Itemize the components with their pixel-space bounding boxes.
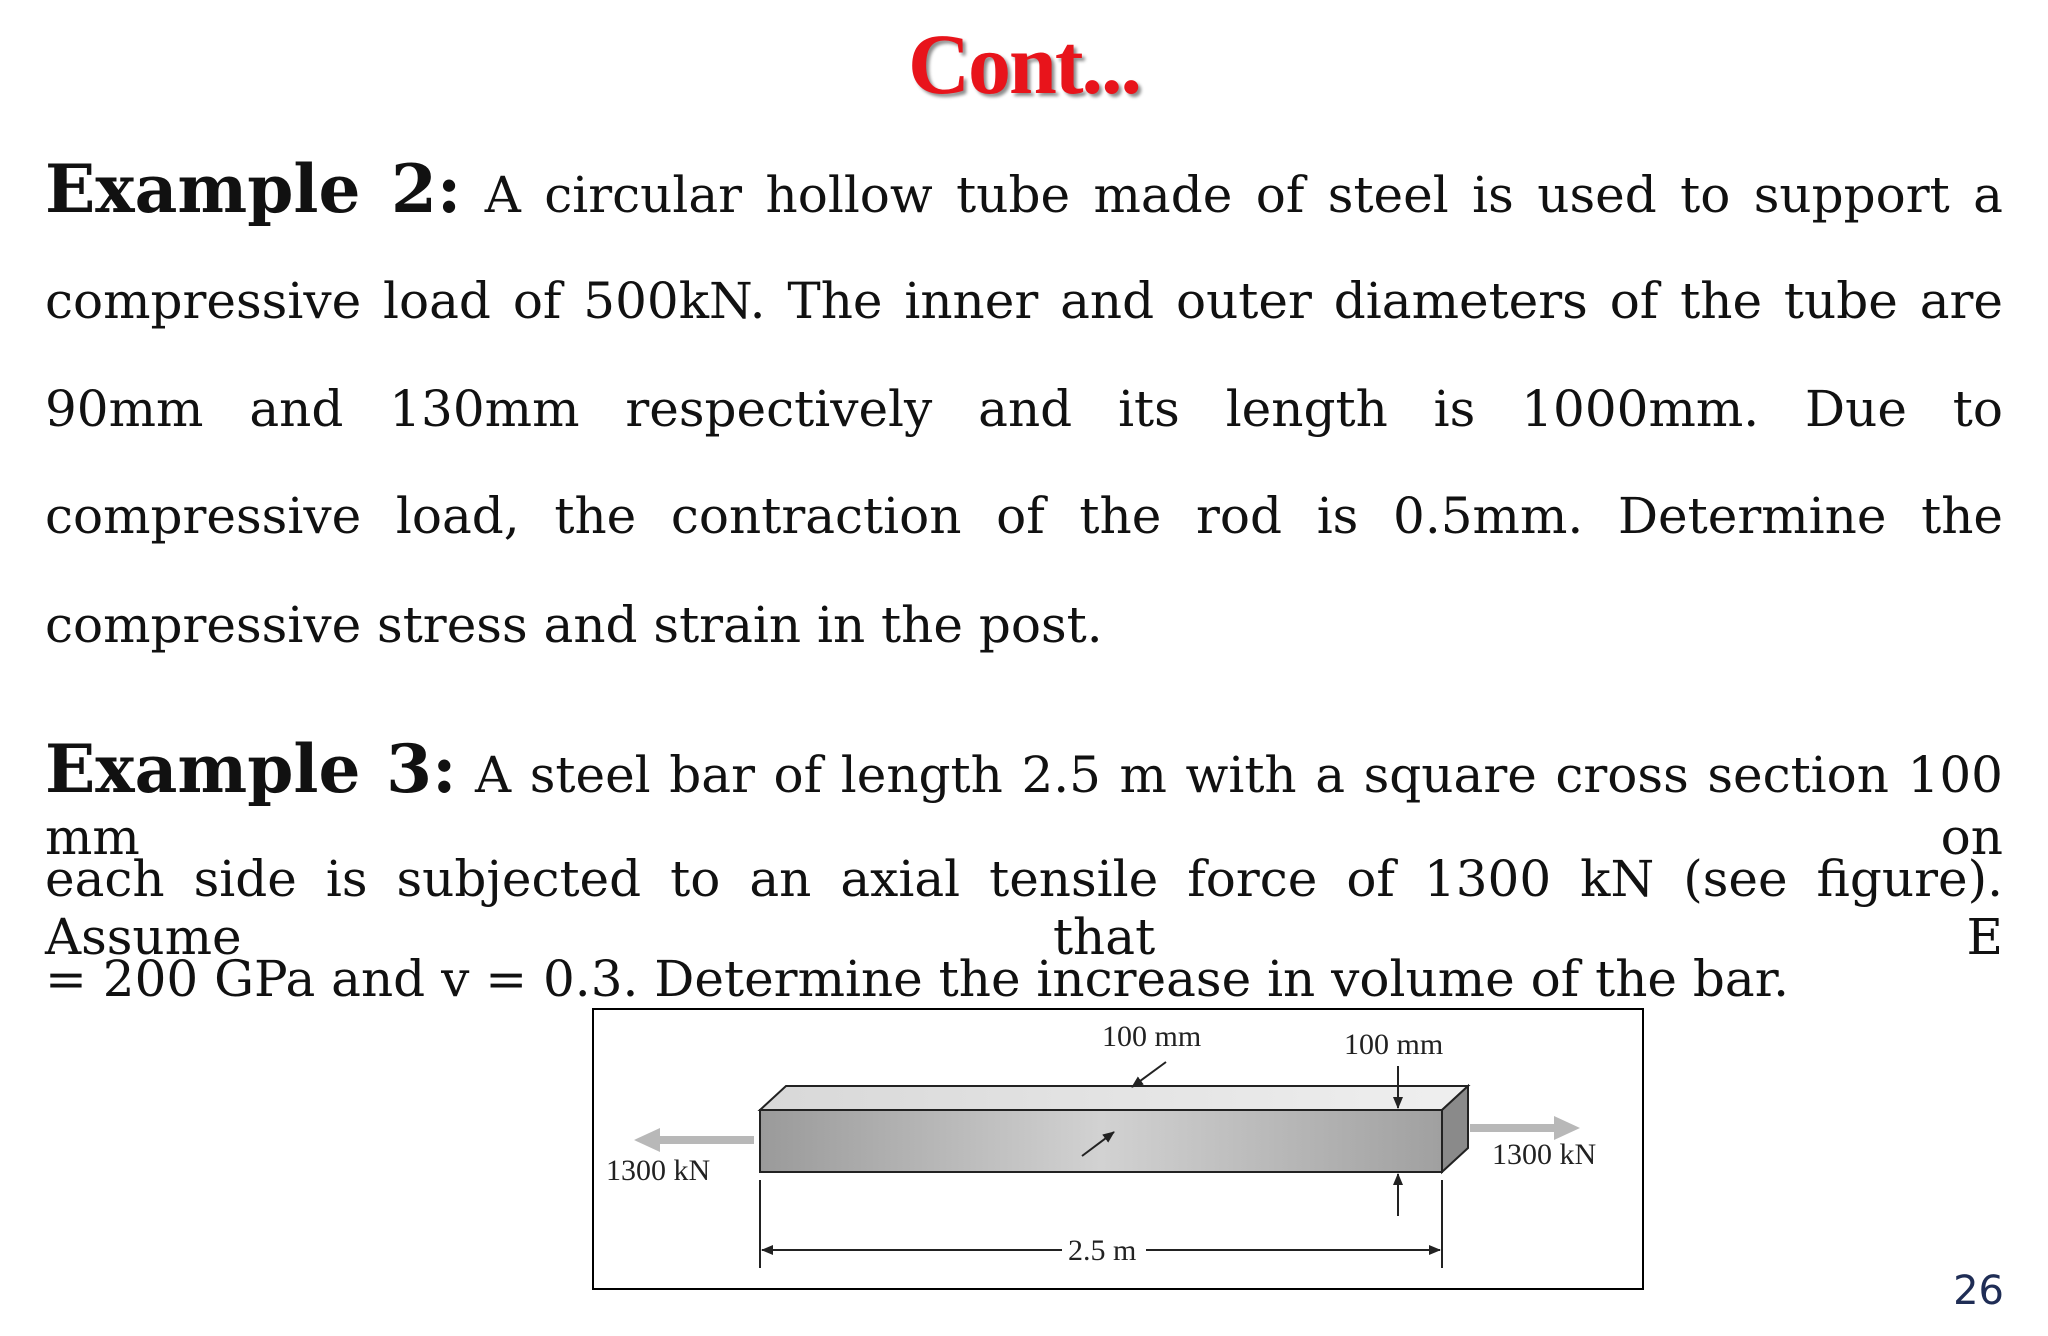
right-force-arrow xyxy=(1470,1116,1580,1140)
example-2-label: Example 2: xyxy=(45,150,462,228)
example-2-text-1: A circular hollow tube made of steel is used to support a xyxy=(484,166,2003,224)
example-2-line-5: compressive stress and strain in the post. xyxy=(45,596,1103,654)
slide-title: Cont... xyxy=(907,16,1141,112)
steel-bar-diagram xyxy=(594,1010,1642,1288)
example-3-label: Example 3: xyxy=(45,730,457,808)
right-force-label: 1300 kN xyxy=(1492,1138,1597,1171)
example-2-line-1 xyxy=(45,150,2003,228)
width-arrow-down xyxy=(1132,1062,1166,1087)
page-number: 26 xyxy=(1953,1268,2004,1314)
example-2-line-2: compressive load of 500kN. The inner and outer diameters of the tube are xyxy=(45,272,2003,330)
left-force-label: 1300 kN xyxy=(606,1154,711,1187)
height-label: 100 mm xyxy=(1344,1028,1444,1061)
left-force-arrow xyxy=(634,1128,754,1152)
example-3-line-1 xyxy=(45,730,2003,866)
example-3-text-1: A steel bar of length 2.5 m with a square cross section 100 mm on xyxy=(45,746,2003,866)
example-3-line-2: each side is subjected to an axial tensile force of 1300 kN (see figure). Assume that E xyxy=(45,850,2003,966)
example-3-line-3: = 200 GPa and v = 0.3. Determine the increase in volume of the bar. xyxy=(45,950,1789,1008)
example-2-line-4: compressive load, the contraction of the rod is 0.5mm. Determine the xyxy=(45,487,2003,545)
bar-top-face xyxy=(760,1086,1468,1110)
length-label: 2.5 m xyxy=(1068,1234,1137,1267)
steel-bar-figure xyxy=(592,1008,1644,1290)
width-label: 100 mm xyxy=(1102,1020,1202,1053)
example-2-line-3: 90mm and 130mm respectively and its length is 1000mm. Due to xyxy=(45,380,2003,438)
